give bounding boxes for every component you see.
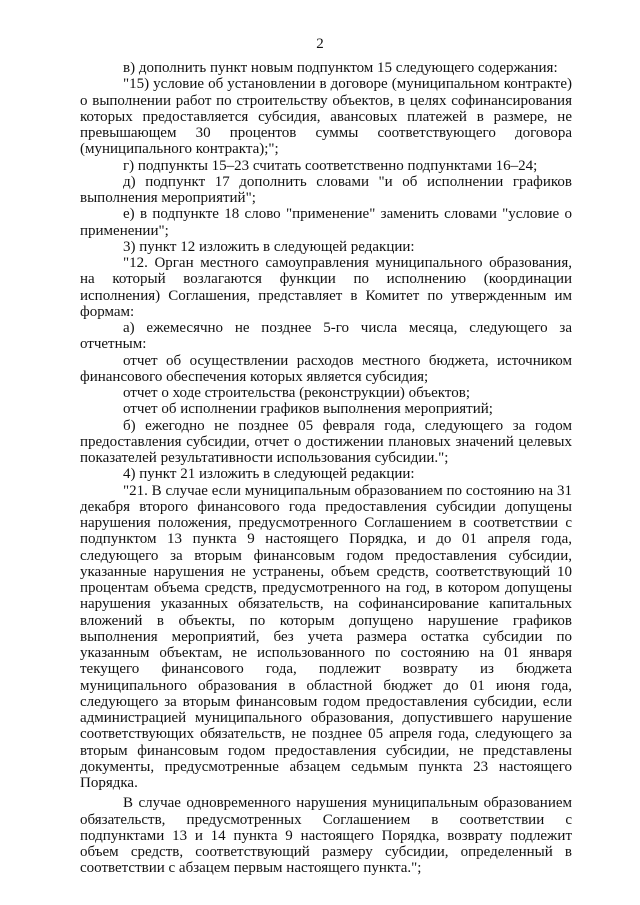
document-body	[80, 60, 572, 877]
paragraph-point-12-intro: 3) пункт 12 изложить в следующей редакции:	[123, 238, 415, 255]
paragraph-subpoint-15-text: "15) условие об установлении в договоре (муниципальном контракте) о выполнении работ по строительству объектов, в целях софинансирования которых предоставляется субсидия, авансовых платежей в размере, не превышающем 30 процентов суммы соответствующего договора (муниципального контракта);";	[80, 76, 572, 158]
paragraph-e-subpoint-18: е) в подпункте 18 слово "применение" заменить словами "условие о применении";	[80, 206, 572, 239]
paragraph-g-renumber: г) подпункты 15–23 считать соответственно подпунктами 16–24;	[123, 157, 538, 174]
paragraph-v-add-subpoint-15: в) дополнить пункт новым подпунктом 15 следующего содержания:	[123, 60, 558, 76]
paragraph-a-monthly: а) ежемесячно не позднее 5-го числа месяца, следующего за отчетным:	[80, 320, 572, 353]
paragraph-point-12-text: "12. Орган местного самоуправления муниципального образования, на который возлагаются функции по исполнению (координации исполнения) Соглашения, представляет в Комитет по утвержденным им формам:	[80, 255, 572, 320]
paragraph-report-expenses: отчет об осуществлении расходов местного бюджета, источником финансового обеспечения которых является субсидия;	[80, 352, 572, 385]
paragraph-b-annual: б) ежегодно не позднее 05 февраля года, следующего за годом предоставления субсидии, отчет о достижении плановых значений целевых показателей результативности использования субсидии.";	[80, 417, 572, 466]
page-number: 2	[316, 36, 324, 52]
paragraph-point-21-text: "21. В случае если муниципальным образованием по состоянию на 31 декабря второго финансового года предоставления субсидии допущены нарушения положения, предусмотренного Соглашением в соответствии с подпунктом 13 пункта 9 настоящего Порядка, и до 01 апреля года, следующего за вторым финансовым годом предоставления субсидии, указанные нарушения не устранены, объем средств, соответствующий 10 процентам объема средств, предусмотренного на год, в котором допущены нарушения указанных обязательств, на софинансирование капитальных вложений в объекты, по которым допущено нарушение графиков выполнения мероприятий, без учета размера остатка субсидии по указанным объектам, не использованного по состоянию на 01 января текущего финансового года, подлежит возврату из бюджета муниципального образования в областной бюджет до 01 июня года, следующего за вторым финансовым годом предоставления субсидии, если администрацией муниципального образования, допустившего нарушение соответствующих обязательств, не позднее 05 апреля года, следующего за вторым финансовым годом предоставления субсидии, не представлены документы, предусмотренные абзацем седьмым пункта 23 настоящего Порядка.	[80, 482, 572, 791]
paragraph-point-21-intro: 4) пункт 21 изложить в следующей редакции:	[123, 466, 415, 483]
paragraph-simultaneous-violation: В случае одновременного нарушения муниципальным образованием обязательств, предусмотренных Соглашением в соответствии с подпунктами 13 и 14 пункта 9 настоящего Порядка, возврату подлежит объем средств, соответствующий размеру субсидии, определенный в соответствии с абзацем первым настоящего пункта.";	[80, 795, 572, 877]
paragraph-report-schedules: отчет об исполнении графиков выполнения мероприятий;	[123, 401, 493, 418]
paragraph-report-construction: отчет о ходе строительства (реконструкции) объектов;	[123, 385, 471, 401]
paragraph-d-subpoint-17: д) подпункт 17 дополнить словами "и об исполнении графиков выполнения мероприятий";	[80, 173, 572, 206]
